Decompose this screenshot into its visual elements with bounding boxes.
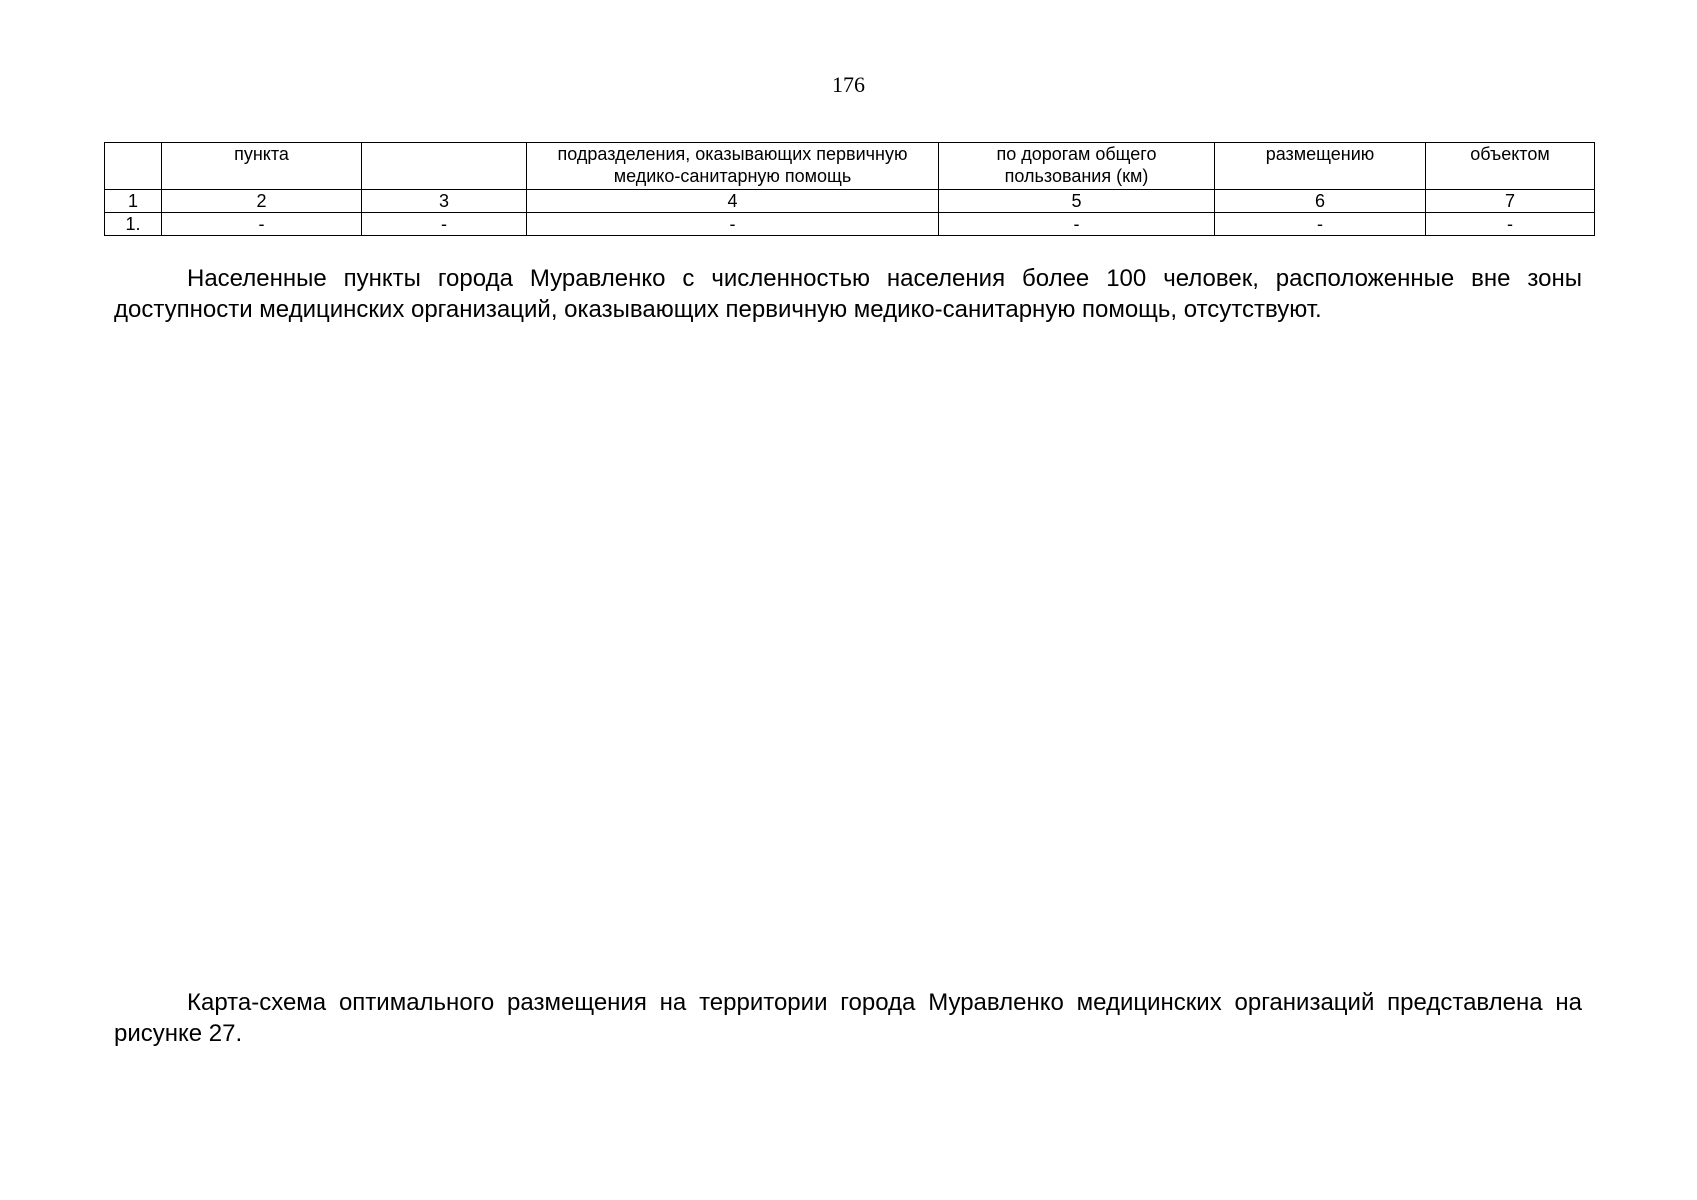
header-cell: объектом (1426, 143, 1595, 190)
table-row (105, 213, 1595, 236)
header-cell: пункта (162, 143, 362, 190)
table-cell: - (1215, 213, 1426, 236)
header-cell: размещению (1215, 143, 1426, 190)
header-cell: подразделения, оказывающих первичную медико-санитарную помощь (527, 143, 939, 190)
table-cell: - (162, 213, 362, 236)
column-number-cell: 3 (362, 190, 527, 213)
table-cell: - (939, 213, 1215, 236)
table-cell: - (1426, 213, 1595, 236)
column-number-cell: 1 (105, 190, 162, 213)
table-header-row (105, 143, 1595, 190)
table-cell: 1. (105, 213, 162, 236)
column-number-cell: 6 (1215, 190, 1426, 213)
page-number: 176 (832, 72, 865, 97)
header-cell (105, 143, 162, 190)
body-paragraph: Населенные пункты города Муравленко с численностью населения более 100 человек, расположенные вне зоны доступности медицинских организаций, оказывающих первичную медико-санитарную помощь, отсутствуют. (114, 265, 1582, 323)
header-cell (362, 143, 527, 190)
header-cell: по дорогам общего пользования (км) (939, 143, 1215, 190)
column-number-cell: 7 (1426, 190, 1595, 213)
table-cell: - (362, 213, 527, 236)
column-number-cell: 5 (939, 190, 1215, 213)
body-paragraph: Карта-схема оптимального размещения на территории города Муравленко медицинских организаций представлена на рисунке 27. (114, 989, 1582, 1047)
column-number-cell: 2 (162, 190, 362, 213)
table-column-number-row (105, 190, 1595, 213)
column-number-cell: 4 (527, 190, 939, 213)
data-table (104, 142, 1595, 236)
table-cell: - (527, 213, 939, 236)
